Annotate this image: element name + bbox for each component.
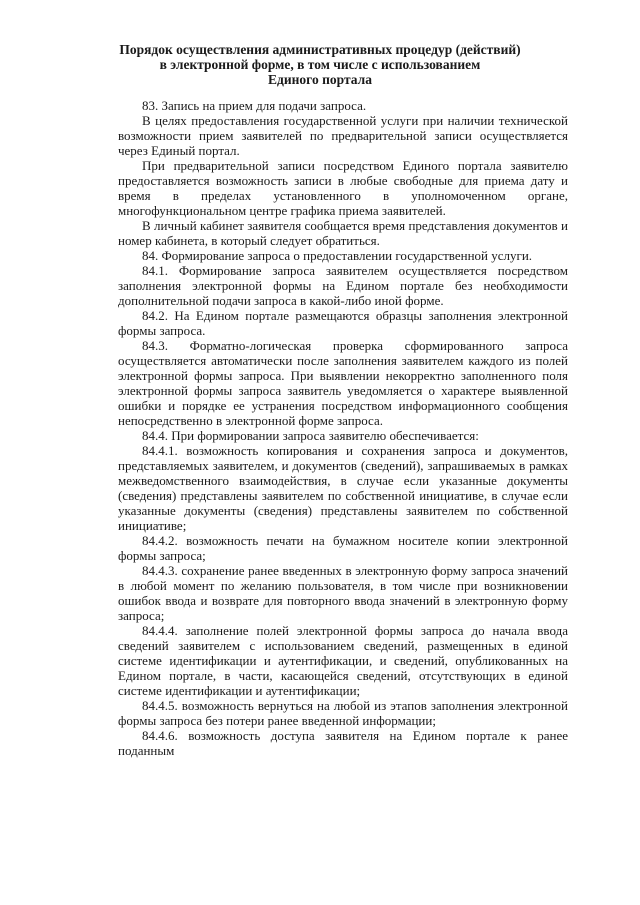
paragraph-84: 84. Формирование запроса о предоставлении государственной услуги. (142, 248, 533, 263)
title-line: в электронной форме, в том числе с использованием (159, 57, 481, 72)
paragraph-84-2: 84.2. На Едином портале размещаются образцы заполнения электронной формы запроса. (118, 308, 568, 338)
paragraph-84-4-5: 84.4.5. возможность вернуться на любой из этапов заполнения электронной формы запроса без потери ранее введенной информации; (118, 698, 568, 728)
paragraph-84-4-2: 84.4.2. возможность печати на бумажном носителе копии электронной формы запроса; (118, 533, 568, 563)
paragraph-84-4-1: 84.4.1. возможность копирования и сохранения запроса и документов, представляемых заявителем, и документов (сведений), запрашиваемых в рамках межведомственного взаимодействия, в случае если указанные документы (сведения) представлены заявителем по собственной инициативе, в случае если указанные документы (сведения) представлены заявителем по собственной инициативе; (118, 443, 568, 533)
document-body (118, 98, 568, 758)
title-line: Единого портала (268, 72, 372, 87)
paragraph-84-1: 84.1. Формирование запроса заявителем осуществляется посредством заполнения электронной формы на Едином портале без необходимости дополнительной подачи запроса в какой-либо иной форме. (118, 263, 568, 308)
paragraph-83: 83. Запись на прием для подачи запроса. (142, 98, 367, 113)
document-title (60, 42, 580, 87)
paragraph-84-4-6: 84.4.6. возможность доступа заявителя на Едином портале к ранее поданным (118, 728, 568, 758)
paragraph: При предварительной записи посредством Единого портала заявителю предоставляется возможность записи в любые свободные для приема дату и время в пределах установленного в уполномоченном органе, многофункциональном центре графика приема заявителей. (118, 158, 568, 218)
paragraph-84-4: 84.4. При формировании запроса заявителю обеспечивается: (142, 428, 479, 443)
title-line: Порядок осуществления административных процедур (действий) (119, 42, 521, 57)
paragraph: В целях предоставления государственной услуги при наличии технической возможности прием заявителей по предварительной записи осуществляется через Единый портал. (118, 113, 568, 158)
paragraph: В личный кабинет заявителя сообщается время представления документов и номер кабинета, в который следует обратиться. (118, 218, 568, 248)
paragraph-84-4-3: 84.4.3. сохранение ранее введенных в электронную форму запроса значений в любой момент по желанию пользователя, в том числе при возникновении ошибок ввода и возврате для повторного ввода значений в электронную форму запроса; (118, 563, 568, 623)
paragraph-84-4-4: 84.4.4. заполнение полей электронной формы запроса до начала ввода сведений заявителем с использованием сведений, размещенных в единой системе идентификации и аутентификации, и сведений, опубликованных на Едином портале, в части, касающейся сведений, отсутствующих в единой системе идентификации и аутентификации; (118, 623, 568, 698)
paragraph-84-3: 84.3. Форматно-логическая проверка сформированного запроса осуществляется автоматически после заполнения заявителем каждого из полей электронной формы запроса. При выявлении некорректно заполненного поля электронной формы запроса заявитель уведомляется о характере выявленной ошибки и порядке ее устранения посредством информационного сообщения непосредственно в электронной форме запроса. (118, 338, 568, 428)
